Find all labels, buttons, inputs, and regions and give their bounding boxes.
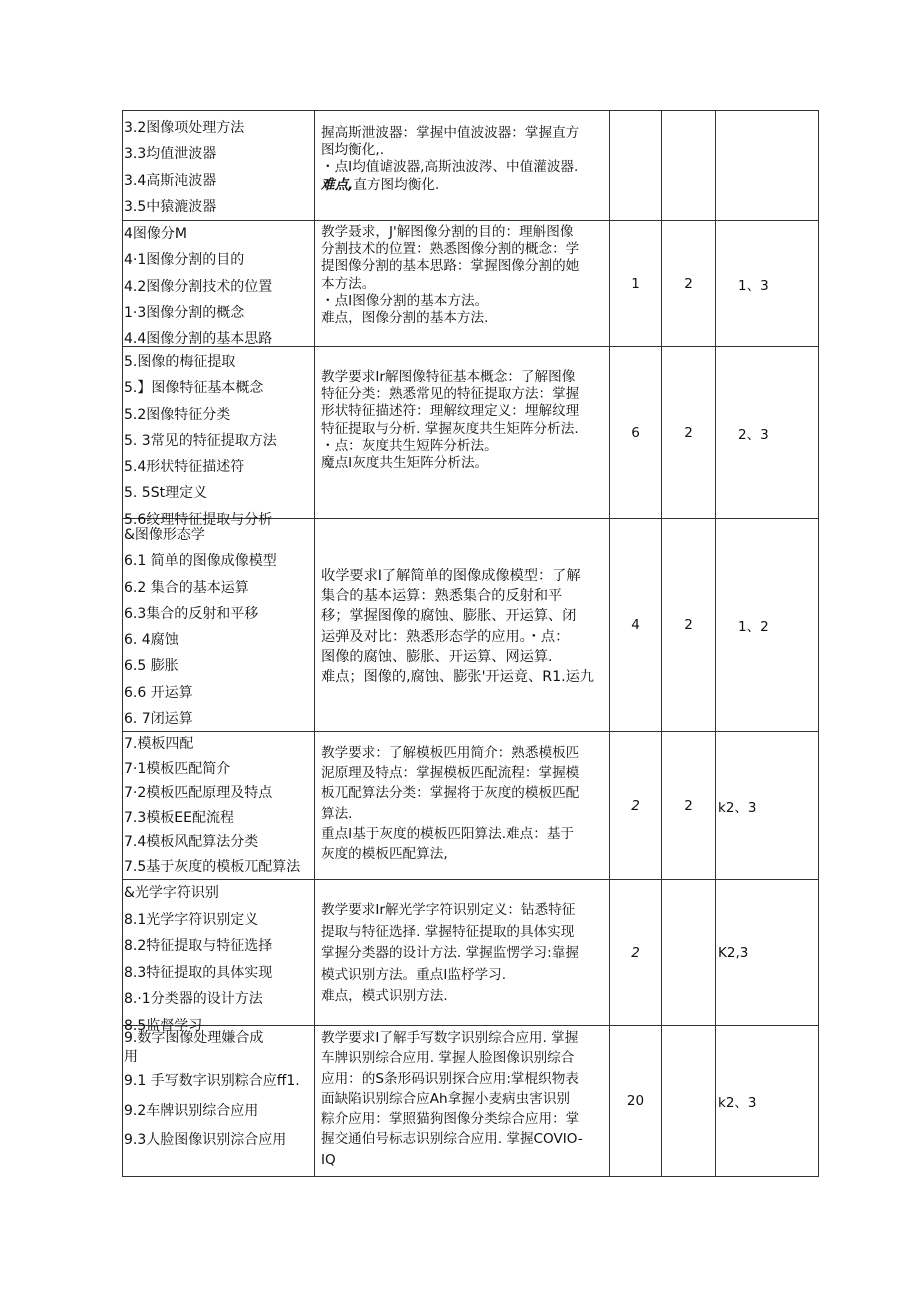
- theory-hours: 1: [610, 221, 662, 347]
- description-line: 粽介应用：掌照猫狗图像分类综合应用：掌: [321, 1111, 580, 1128]
- description-line: 收学要求I了解简单的图像成像模型：了解: [321, 568, 581, 584]
- topic-line: 7.模板四配: [124, 736, 194, 752]
- table-row: [123, 1026, 819, 1177]
- topic-line: &光学字符识别: [124, 885, 219, 901]
- topic-line: 6. 7闭运算: [124, 711, 193, 728]
- description-line: 握交通伯号标志识别综合应用. 掌握COVIO-: [321, 1131, 583, 1148]
- description-line: 教学要求Ir解光学字符识别定义：钻悉特征: [321, 902, 576, 918]
- topics-cell: [123, 1026, 315, 1177]
- topic-line: 8.·1分类器的设计方法: [124, 991, 263, 1008]
- practice-hours: [662, 1026, 716, 1177]
- description-line: 板兀配算法分类：掌握将于灰度的模板匹配: [321, 785, 580, 802]
- topic-line: 7·1模板匹配简介: [124, 760, 231, 777]
- description-line: 教学要求：了解模板匹用简介：熟悉模板匹: [321, 745, 580, 761]
- practice-hours: 2: [662, 221, 716, 347]
- description-cell: [315, 880, 610, 1026]
- description-line: 模式识别方法。重点I监杼学习.: [321, 966, 507, 983]
- difficulty-text: 直方图均衡化.: [353, 176, 440, 193]
- topic-line: 7.5基于灰度的模板兀配算法: [124, 858, 301, 875]
- topic-line: 用: [124, 1049, 138, 1065]
- topic-line: 6.3集合的反射和平移: [124, 605, 259, 622]
- theory-hours: 4: [610, 519, 662, 732]
- topic-line: 3.5中猿漉波器: [124, 198, 217, 215]
- topic-line: 1·3图像分割的概念: [124, 304, 245, 321]
- description-line: 难点，模式识别方法.: [321, 988, 448, 1005]
- description-line: 运弹及对比：熟悉形态学的应用。・点：: [321, 628, 570, 645]
- topic-line: 9.1 手写数字识别粽合应ff1.: [124, 1073, 300, 1089]
- course-objectives: 1、3: [716, 221, 819, 347]
- description-line: ・点I均值谑波器,高斯浊波涔、中值灌波器.: [321, 159, 579, 176]
- description-line: 本方法。: [321, 275, 376, 292]
- description-line: 难点；图像的,腐蚀、膨张'开运竟、R1.运九: [321, 669, 594, 686]
- description-line: 泥原理及特点：掌握模板匹配流程：掌握模: [321, 765, 580, 782]
- description-line: 重点I基于灰度的模板匹阳算法.难点：基于: [321, 825, 575, 842]
- topic-line: 6.1 简单的图像成像模型: [124, 553, 277, 570]
- description-line: 难点，图像分割的基本方法.: [321, 310, 489, 327]
- practice-hours: 2: [662, 519, 716, 732]
- topics-cell: [123, 732, 315, 880]
- description-line: IQ: [321, 1151, 336, 1168]
- topic-line: 9.数字图像处理嫌合成: [124, 1030, 264, 1046]
- theory-hours: 2: [610, 732, 662, 880]
- description-cell: [315, 221, 610, 347]
- description-line: 握高斯泄波器：掌握中值波波器：掌握直方: [321, 125, 580, 141]
- table-row: [123, 347, 819, 519]
- table-row: [123, 519, 819, 732]
- topic-line: 4·1图像分割的目的: [124, 252, 245, 269]
- description-line: 应用：的S条形码识别探合应用:掌棍织物表: [321, 1070, 579, 1087]
- syllabus-table: [122, 110, 819, 1177]
- theory-hours: [610, 111, 662, 221]
- course-objectives: K2,3: [716, 880, 819, 1026]
- topic-line: 8.5监督学习: [124, 1017, 203, 1034]
- topic-line: 7.4模板风配算法分类: [124, 834, 259, 851]
- description-line: 集合的基本运算：熟悉集合的反射和平: [321, 588, 563, 605]
- description-line: 特征分类：熟悉常见的特征提取方法：掌握: [321, 386, 580, 403]
- table-row: [123, 111, 819, 221]
- course-objectives: 2、3: [716, 347, 819, 519]
- topic-line: 9.2车牌识别综合应用: [124, 1102, 259, 1119]
- theory-hours: 20: [610, 1026, 662, 1177]
- description-cell: [315, 732, 610, 880]
- course-objectives: k2、3: [716, 1026, 819, 1177]
- topic-line: 5.2图像特征分类: [124, 406, 231, 423]
- description-line: 提图像分割的基本思路：掌握图像分割的她: [321, 258, 580, 275]
- description-line: 分割技术的位置：熟悉图像分割的概念：学: [321, 241, 580, 258]
- topics-cell: [123, 221, 315, 347]
- description-line: 特征提取与分析. 掌握灰度共生矩阵分析法.: [321, 420, 579, 437]
- topic-line: 5.4形状特征描述符: [124, 459, 245, 476]
- description-line: 教学聂求，J'解图像分割的目的：理斛图像: [321, 224, 574, 240]
- topic-line: 5.图像的梅征提取: [124, 354, 236, 370]
- topic-line: 4图像分M: [124, 226, 187, 242]
- topic-line: 7·2模板匹配原理及特点: [124, 785, 273, 802]
- course-objectives: 1、2: [716, 519, 819, 732]
- description-cell: [315, 1026, 610, 1177]
- topic-line: &图像形态学: [124, 527, 205, 543]
- description-line: ・点I图像分割的基本方法。: [321, 292, 489, 309]
- description-line: 教学要求Ir解图像特征基本概念：了解图像: [321, 369, 576, 385]
- topic-line: 8.2特征提取与特征选择: [124, 938, 273, 955]
- description-cell: [315, 111, 610, 221]
- practice-hours: [662, 111, 716, 221]
- description-line: [321, 177, 607, 194]
- description-line: 面缺陷识别综合应Ah拿握小麦病虫害识别: [321, 1090, 571, 1107]
- description-line: 教学要求I了解手写数字识别综合应用. 掌握: [321, 1030, 579, 1046]
- topic-line: 6.5 膨胀: [124, 658, 179, 675]
- topic-line: 3.3均值泄波器: [124, 146, 217, 163]
- description-line: 车牌识别综合应用. 掌握人脸图像识别综合: [321, 1050, 575, 1067]
- topics-cell: [123, 519, 315, 732]
- description-line: 魔点I灰度共生矩阵分析法。: [321, 455, 489, 472]
- description-line: ・点：灰度共生短阵分析法。: [321, 437, 498, 454]
- topic-line: 6. 4腐蚀: [124, 632, 179, 649]
- theory-hours: 2: [610, 880, 662, 1026]
- topic-line: 8.1光学字符识别定义: [124, 911, 259, 928]
- description-line: 图均衡化,.: [321, 142, 385, 159]
- table-row: [123, 221, 819, 347]
- description-line: 算法.: [321, 805, 353, 822]
- topic-line: 4.4图像分割的基本思路: [124, 331, 273, 348]
- topic-line: 9.3人脸图像识别淙合应用: [124, 1132, 287, 1148]
- topic-line: 5.】图像特征基本概念: [124, 380, 264, 397]
- topic-line: 6.2 集合的基本运算: [124, 579, 249, 596]
- topic-line: 8.3特征提取的具体实现: [124, 964, 273, 981]
- difficulty-label: 难点,: [321, 176, 354, 193]
- topics-cell: [123, 880, 315, 1034]
- course-objectives: k2、3: [716, 732, 819, 880]
- topic-line: 3.4高斯沌波器: [124, 172, 217, 189]
- table-row: [123, 880, 819, 1026]
- topic-line: 3.2图像项处理方法: [124, 120, 245, 136]
- description-line: 灰度的模板匹配算法,: [321, 846, 448, 863]
- topics-cell: [123, 347, 315, 528]
- practice-hours: 2: [662, 732, 716, 880]
- course-objectives: [716, 111, 819, 221]
- description-line: 图像的腐蚀、膨胀、开运算、网运算.: [321, 648, 553, 665]
- description-cell: [315, 519, 610, 732]
- practice-hours: 2: [662, 347, 716, 519]
- practice-hours: [662, 880, 716, 1026]
- description-line: 提取与特征选择. 掌握特征提取的具体实现: [321, 923, 575, 940]
- topic-line: 5. 3常见的特征提取方法: [124, 432, 277, 449]
- topic-line: 6.6 开运算: [124, 684, 193, 701]
- description-line: 移；掌握图像的腐蚀、膨胀、开运算、闭: [321, 608, 577, 625]
- description-line: 形状特征描述符：理解纹理定义：埋解纹理: [321, 403, 580, 420]
- description-line: 掌握分类器的设计方法. 掌握监愣学习:靠握: [321, 945, 579, 962]
- table-row: [123, 732, 819, 880]
- topics-cell: [123, 111, 315, 221]
- topic-line: 5. 5St理定义: [124, 485, 208, 502]
- description-cell: [315, 347, 610, 519]
- topic-line: 5.6纹理特征提取与分析: [124, 511, 273, 528]
- topic-line: 7.3模板EE配流程: [124, 809, 234, 826]
- topic-line: 4.2图像分割技术的位置: [124, 278, 273, 295]
- theory-hours: 6: [610, 347, 662, 519]
